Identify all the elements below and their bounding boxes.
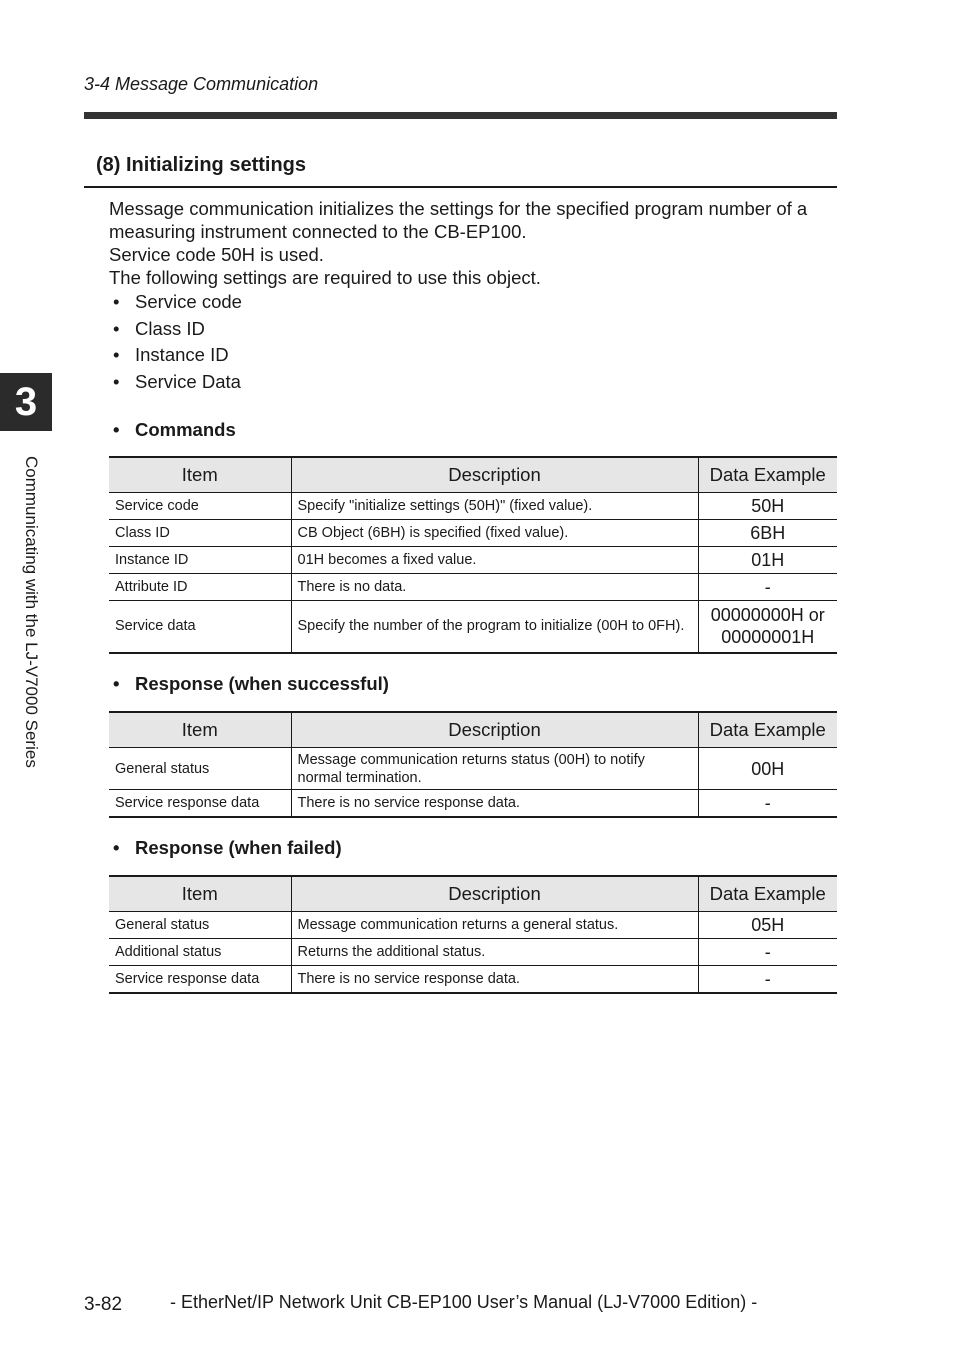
response-failed-heading-label: Response (when failed) bbox=[135, 837, 342, 858]
intro-line: The following settings are required to use this object. bbox=[109, 267, 541, 288]
bullet-icon: • bbox=[113, 419, 120, 440]
cell-item: Additional status bbox=[109, 939, 291, 966]
cell-example: 6BH bbox=[698, 520, 837, 547]
bullet-icon: • bbox=[113, 673, 120, 694]
cell-description: There is no data. bbox=[291, 574, 698, 601]
column-header-item: Item bbox=[109, 712, 291, 748]
response-failed-table bbox=[109, 875, 837, 994]
cell-example: 00000000H or 00000001H bbox=[698, 601, 837, 653]
chapter-tab: 3 bbox=[0, 373, 52, 431]
column-header-description: Description bbox=[291, 712, 698, 748]
header-rule bbox=[84, 112, 837, 119]
intro-line: Service code 50H is used. bbox=[109, 244, 324, 265]
list-item-label: Class ID bbox=[135, 317, 205, 339]
response-success-heading bbox=[109, 673, 389, 695]
cell-description: Specify "initialize settings (50H)" (fixed value). bbox=[291, 493, 698, 520]
cell-item: Service response data bbox=[109, 966, 291, 994]
cell-item: Class ID bbox=[109, 520, 291, 547]
table-row bbox=[109, 912, 837, 939]
bullet-icon: • bbox=[113, 370, 120, 392]
table-row bbox=[109, 520, 837, 547]
response-success-table bbox=[109, 711, 837, 818]
list-item-label: Service Data bbox=[135, 370, 241, 392]
column-header-item: Item bbox=[109, 876, 291, 912]
footer-text: - EtherNet/IP Network Unit CB-EP100 User’s Manual (LJ-V7000 Edition) - bbox=[170, 1292, 758, 1312]
running-header: 3-4 Message Communication bbox=[84, 74, 319, 94]
cell-example: 00H bbox=[698, 748, 837, 790]
list-item-label: Instance ID bbox=[135, 344, 229, 365]
cell-example: 01H bbox=[698, 547, 837, 574]
list-item bbox=[109, 289, 242, 316]
cell-example: - bbox=[698, 790, 837, 818]
response-failed-heading bbox=[109, 837, 342, 859]
cell-item: Service code bbox=[109, 493, 291, 520]
cell-item: Service response data bbox=[109, 790, 291, 818]
list-item bbox=[109, 369, 242, 396]
table-row bbox=[109, 939, 837, 966]
commands-table bbox=[109, 456, 837, 654]
cell-description: Message communication returns a general status. bbox=[291, 912, 698, 939]
column-header-item: Item bbox=[109, 457, 291, 493]
intro-text bbox=[109, 197, 839, 289]
cell-item: General status bbox=[109, 912, 291, 939]
cell-description: Message communication returns status (00H) to notify normal termination. bbox=[291, 748, 698, 790]
list-item bbox=[109, 342, 242, 369]
list-item bbox=[109, 316, 242, 343]
column-header-description: Description bbox=[291, 876, 698, 912]
column-header-description: Description bbox=[291, 457, 698, 493]
cell-description: CB Object (6BH) is specified (fixed value). bbox=[291, 520, 698, 547]
cell-example: - bbox=[698, 966, 837, 994]
cell-description: There is no service response data. bbox=[291, 790, 698, 818]
cell-item: General status bbox=[109, 748, 291, 790]
list-item-label: Service code bbox=[135, 291, 242, 312]
settings-list bbox=[109, 289, 242, 395]
bullet-icon: • bbox=[113, 837, 120, 858]
table-row bbox=[109, 966, 837, 994]
intro-line: Message communication initializes the settings for the specified program number of a measuring instrument connected to the CB-EP100. bbox=[109, 198, 808, 242]
cell-example: - bbox=[698, 939, 837, 966]
table-header-row bbox=[109, 712, 837, 748]
table-header-row bbox=[109, 457, 837, 493]
table-row bbox=[109, 493, 837, 520]
bullet-icon: • bbox=[113, 291, 120, 312]
cell-item: Service data bbox=[109, 601, 291, 653]
cell-example: 50H bbox=[698, 493, 837, 520]
cell-description: Returns the additional status. bbox=[291, 939, 698, 966]
table-row bbox=[109, 748, 837, 790]
cell-example: - bbox=[698, 574, 837, 601]
commands-heading bbox=[109, 419, 236, 441]
section-title: (8) Initializing settings bbox=[96, 154, 307, 176]
table-row bbox=[109, 601, 837, 653]
commands-heading-label: Commands bbox=[135, 419, 236, 440]
column-header-data-example: Data Example bbox=[698, 457, 837, 493]
bullet-icon: • bbox=[113, 344, 120, 365]
response-success-heading-label: Response (when successful) bbox=[135, 673, 389, 694]
cell-description: Specify the number of the program to initialize (00H to 0FH). bbox=[291, 601, 698, 653]
column-header-data-example: Data Example bbox=[698, 876, 837, 912]
cell-description: 01H becomes a fixed value. bbox=[291, 547, 698, 574]
chapter-side-label: Communicating with the LJ-V7000 Series bbox=[22, 456, 41, 768]
column-header-data-example: Data Example bbox=[698, 712, 837, 748]
bullet-icon: • bbox=[113, 317, 120, 339]
cell-item: Instance ID bbox=[109, 547, 291, 574]
page-number: 3-82 bbox=[84, 1294, 123, 1315]
table-row bbox=[109, 790, 837, 818]
cell-description: There is no service response data. bbox=[291, 966, 698, 994]
table-row bbox=[109, 547, 837, 574]
cell-item: Attribute ID bbox=[109, 574, 291, 601]
cell-example: 05H bbox=[698, 912, 837, 939]
table-header-row bbox=[109, 876, 837, 912]
section-rule bbox=[84, 186, 837, 188]
table-row bbox=[109, 574, 837, 601]
